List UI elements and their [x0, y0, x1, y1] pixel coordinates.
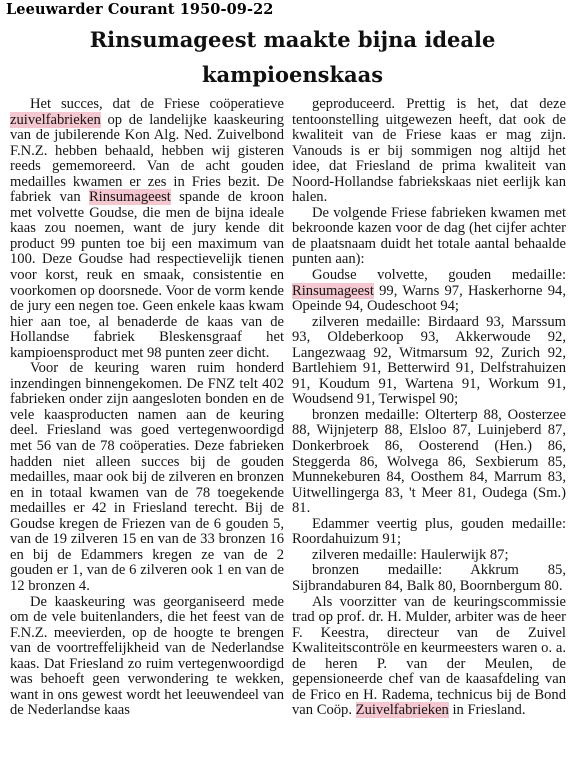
article-column-right: [292, 97, 566, 719]
paragraph-text: spande de kroon met volvette Goudse, die men de bijna ideale kaas zou noemen, want de jury kende dit product 99 punten toe bij een maximum van 100. Deze Goudse had respectievelijk tienen voor korst, reuk en smaak, consistentie en voorkomen op doorsnede. Voor de vorm kende de jury een negen toe. Geen enkele kaas kwam hier aan toe, al benaderde de kaas van de Hollandse fabriek Bleskensgraaf het kampioensproduct met 98 punten zeer dicht.: [10, 189, 284, 361]
article-headline: [0, 22, 575, 92]
newspaper-header: Leeuwarder Courant 1950-09-22: [6, 1, 274, 18]
article-paragraph: [292, 268, 566, 315]
paragraph-text: 99, Warns 97, Haskerhorne 94, Opeinde 94, Oudeschoot 94;: [292, 282, 566, 315]
paragraph-text: De volgende Friese fabrieken kwamen met bekroonde kazen voor de dag (het cijfer achter de plaatsnaam duidt het totale aantal behaalde punten aan):: [292, 204, 566, 268]
article-paragraph: [292, 595, 566, 719]
paragraph-text: Voor de keuring waren ruim honderd inzendingen binnengekomen. De FNZ telt 402 fabrieken onder zijn aangesloten bonden en de vele kaasproducten namen aan de keuring deel. Friesland was goed vertegenwoordigd met 56 van de 78 coöperaties. Deze fabrieken hadden niet alleen succes bij de gouden medailles, maar ook bij de zilveren en bronzen en in totaal kwamen van de 78 toegekende medailles er 42 in Friesland terecht. Bij de Goudse kregen de Friezen van de 6 gouden 5, van de 19 zilveren 15 en van de 33 bronzen 16 en bij de Edammers kregen ze van de 2 gouden er 1, van de 6 zilveren ook 1 en van de 12 bronzen 4.: [10, 360, 284, 594]
paragraph-text: zilveren medaille: Birdaard 93, Marssum 93, Oldeberkoop 93, Akkerwoude 92, Langezwaag 92, Witmarsum 92, Zurich 92, Bartlehiem 91, Betterwird 91, Delfstrahuizen 91, Koudum 91, Wartena 91, Workum 91, Woudsend 91, Terwispel 90;: [292, 313, 566, 408]
paragraph-text: Edammer veertig plus, gouden medaille: Roordahuizum 91;: [292, 515, 566, 548]
paragraph-text: De kaaskeuring was georganiseerd mede om de vele buitenlanders, die het feest van de F.N.Z. meevierden, op de hoogte te brengen van de voortreffelijkheid van de Nederlandse kaas. Dat Friesland zo ruim vertegenwoordigd was behoeft geen verwondering te wekken, want in ons gewest wordt het leeuwendeel van de Nederlandse kaas: [10, 593, 284, 719]
paragraph-text: bronzen medaille: Olterterp 88, Oosterzee 88, Wijnjeterp 88, Elsloo 87, Luinjeberd 87, Donkerbroek 86, Oosterend (Hen.) 86, Steggerda 86, Wolvega 86, Sexbierum 85, Munnekeburen 84, Oosthem 84, Marrum 83, Uitwellingerga 83, 't Meer 81, Oudega (Sm.) 81.: [292, 406, 566, 517]
article-paragraph: [292, 97, 566, 206]
highlighted-term: Rinsumageest: [88, 189, 171, 206]
paragraph-text: Goudse volvette, gouden medaille:: [312, 267, 566, 284]
paragraph-text: in Friesland.: [448, 702, 526, 719]
paragraph-text: geproduceerd. Prettig is het, dat deze tentoonstelling uitgewezen heeft, dat ook de kwaliteit van de Friese kaas er mag zijn. Vanouds is er bij sommigen nog altijd het idee, dat Friesland de prima kwaliteit van Noord-Hollandse fabriekskaas niet eerlijk kan halen.: [292, 96, 566, 206]
article-paragraph: [10, 361, 284, 594]
article-paragraph: [292, 206, 566, 268]
article-paragraph: [292, 408, 566, 517]
paragraph-text: zilveren medaille: Haulerwijk 87;: [312, 546, 509, 563]
headline-line-1: Rinsumageest maakte bijna ideale: [89, 27, 496, 52]
article-column-left: [10, 97, 284, 719]
paragraph-text: Het succes, dat de Friese coöperatieve: [30, 96, 284, 112]
article-paragraph: [10, 595, 284, 719]
article-paragraph: [10, 97, 284, 361]
article-paragraph: [292, 563, 566, 594]
paragraph-text: bronzen medaille: Akkrum 85, Sijbrandaburen 84, Balk 80, Boornbergum 80.: [292, 562, 566, 594]
highlighted-term: Rinsumageest: [292, 282, 374, 299]
article-paragraph: [292, 548, 566, 564]
highlighted-term: zuivelfabrieken: [10, 111, 101, 128]
article-paragraph: [292, 315, 566, 408]
article-paragraph: [292, 517, 566, 548]
paragraph-text: op de landelijke kaaskeuring van de jubilerende Kon Alg. Ned. Zuivelbond F.N.Z. hebben behaald, hebben wij gisteren reeds gememoreerd. Van de acht gouden medailles kwamen er zes in Fries bezit. De fabriek van: [10, 111, 284, 206]
paragraph-text: Als voorzitter van de keuringscommissie trad op prof. dr. H. Mulder, arbiter was de heer F. Keestra, directeur van de Zuivel Kwaliteitscontröle en keurmeesters waren o. a. de heren P. van der Meulen, de gepensioneerde chef van de kaasafdeling van de Frico en H. Radema, technicus bij de Bond van Coöp.: [292, 593, 566, 719]
headline-line-2: kampioenskaas: [201, 62, 384, 87]
highlighted-term: Zuivelfabrieken: [355, 702, 449, 719]
